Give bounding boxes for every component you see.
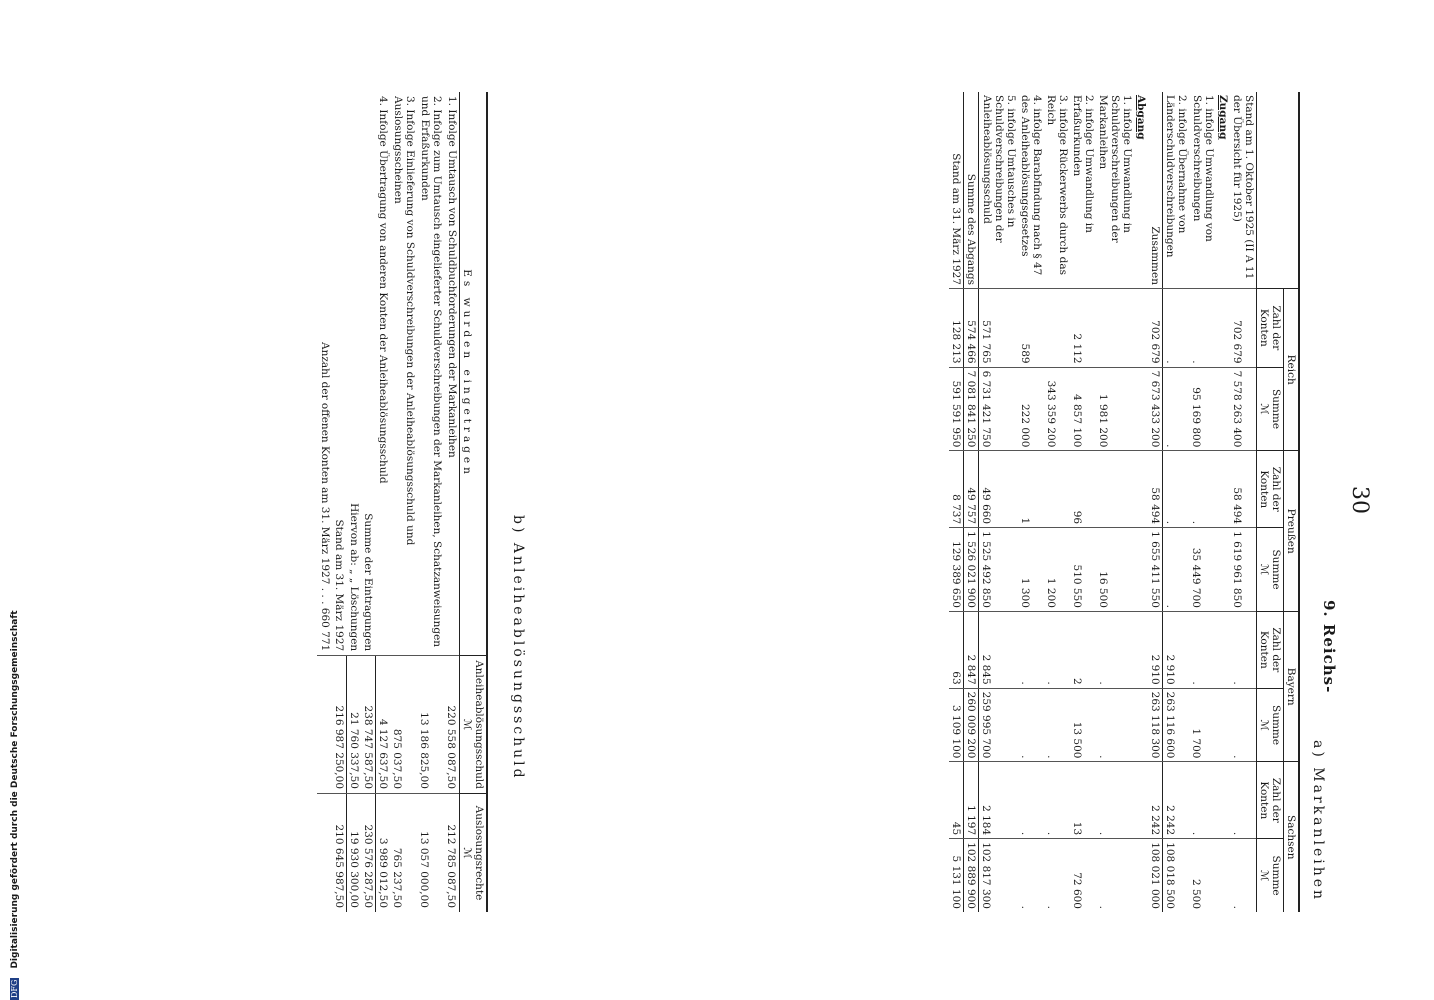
cell-value: 8 737 bbox=[949, 451, 964, 528]
row-label: Stand am 31. März 1927 bbox=[333, 519, 346, 652]
header-col-label: Auslosungsrechte bbox=[473, 805, 485, 901]
col-header-sum bbox=[1256, 688, 1283, 762]
cell-value bbox=[1216, 839, 1230, 912]
cell-value: 574 466 bbox=[964, 289, 979, 368]
section-title: 9. Reichs- bbox=[1320, 600, 1338, 694]
cell-value: 1 526 021 900 bbox=[964, 528, 979, 612]
cell-value: . bbox=[1190, 451, 1216, 528]
cell-value: 49 660 bbox=[979, 451, 1018, 528]
cell-value: . bbox=[1163, 367, 1190, 451]
cell-value: 7 673 433 200 bbox=[1148, 367, 1163, 451]
cell-value: 7 081 841 250 bbox=[964, 367, 979, 451]
row-label: Stand am 31. März 1927 bbox=[949, 92, 964, 289]
cell-value: 1 619 961 850 bbox=[1230, 528, 1257, 612]
header-blank bbox=[1256, 92, 1299, 289]
cell-value: . bbox=[1096, 688, 1134, 762]
header-col-label: Anleiheablösungsschuld bbox=[473, 660, 485, 789]
cell-value: 2 184 bbox=[979, 762, 1018, 839]
cell-value: 108 018 500 bbox=[1163, 839, 1190, 912]
cell-value bbox=[1134, 762, 1148, 839]
cell-value: . bbox=[1044, 611, 1070, 688]
cell-value bbox=[1216, 688, 1230, 762]
cell-value: . bbox=[1096, 839, 1134, 912]
unit-label: ℳ bbox=[461, 847, 473, 859]
cell-value bbox=[1216, 611, 1230, 688]
row-label: Abgang bbox=[1135, 95, 1148, 140]
cell-value: 263 116 600 bbox=[1163, 688, 1190, 762]
cell-value bbox=[1044, 451, 1070, 528]
cell-value bbox=[1216, 367, 1230, 451]
cell-value bbox=[317, 656, 332, 794]
cell-value: 1 300 bbox=[1018, 528, 1044, 612]
cell-value: 108 021 000 bbox=[1148, 839, 1163, 912]
cell-value: 2 242 bbox=[1163, 762, 1190, 839]
cell-value: 45 bbox=[949, 762, 964, 839]
row-label: Hiervon ab: „ „ Löschungen bbox=[347, 503, 360, 652]
unit-label: ℳ bbox=[1257, 563, 1270, 576]
cell-value: 2 847 bbox=[964, 611, 979, 688]
table-row bbox=[332, 92, 347, 912]
cell-value: 222 000 bbox=[1018, 367, 1044, 451]
col-header-sum bbox=[1256, 367, 1283, 451]
header-auslosungsrechte bbox=[460, 794, 488, 913]
cell-value: 1 981 200 bbox=[1096, 367, 1134, 451]
cell-value: 58 494 bbox=[1230, 451, 1257, 528]
group-header-sachsen: Sachsen bbox=[1283, 762, 1299, 912]
subtitle-markanleihen: a) Markanleihen bbox=[1310, 740, 1326, 903]
col-header-count: Zahl der Konten bbox=[1256, 611, 1283, 688]
cell-value: 96 bbox=[1070, 451, 1096, 528]
cell-value: 220 558 087,50 bbox=[444, 656, 459, 794]
table-row bbox=[417, 92, 444, 912]
table-row bbox=[375, 92, 390, 912]
cell-value: . bbox=[1230, 611, 1257, 688]
cell-value: . bbox=[1018, 611, 1044, 688]
cell-value: 510 550 bbox=[1070, 528, 1096, 612]
row-label: 2. infolge Umwandlung in Erfaßurkunden bbox=[1071, 95, 1096, 233]
cell-value bbox=[1134, 528, 1148, 612]
cell-value bbox=[1096, 451, 1134, 528]
table-row bbox=[346, 92, 361, 912]
table-row bbox=[1163, 92, 1190, 912]
cell-value: . bbox=[1230, 839, 1257, 912]
row-label: Zusammen bbox=[1148, 92, 1163, 289]
cell-value: 1 525 492 850 bbox=[979, 528, 1018, 612]
cell-value: 589 bbox=[1018, 289, 1044, 368]
col-sum-label: Summe bbox=[1269, 549, 1282, 590]
footer-text: Digitalisierung gefördert durch die Deutsche Forschungsgemeinschaft bbox=[10, 610, 20, 969]
row-label: 3. Infolge Einlieferung von Schuldverschreibungen der Anleiheablösungsschuld und Auslosungsscheinen bbox=[391, 96, 417, 546]
anleiheabloesungsschuld-table bbox=[317, 92, 488, 912]
row-label: Stand am 1. Oktober 1925 (II A 11 der Übersicht für 1925) bbox=[1230, 95, 1255, 280]
cell-value: 259 995 700 bbox=[979, 688, 1018, 762]
row-label: Summe der Eintragungen bbox=[362, 513, 375, 652]
cell-value: 13 bbox=[1070, 762, 1096, 839]
cell-value: 4 127 637,50 bbox=[375, 656, 390, 794]
cell-value: 765 237,50 bbox=[390, 794, 417, 913]
cell-value: . bbox=[1044, 688, 1070, 762]
cell-value: 2 500 bbox=[1190, 839, 1216, 912]
cell-value: . bbox=[1096, 611, 1134, 688]
cell-value: 2 910 bbox=[1148, 611, 1163, 688]
cell-value: 19 930 300,00 bbox=[346, 794, 361, 913]
table-row bbox=[949, 92, 964, 912]
cell-value: . bbox=[1018, 839, 1044, 912]
row-label: 2. infolge Übernahme von Länderschuldverschreibungen bbox=[1164, 95, 1189, 258]
cell-value: . bbox=[1044, 762, 1070, 839]
cell-value: . bbox=[1163, 528, 1190, 612]
cell-value: 13 057 000,00 bbox=[417, 794, 444, 913]
cell-value: 49 757 bbox=[964, 451, 979, 528]
cell-value bbox=[1096, 289, 1134, 368]
cell-value bbox=[1134, 611, 1148, 688]
cell-value: 2 910 bbox=[1163, 611, 1190, 688]
col-header-count: Zahl der Konten bbox=[1256, 289, 1283, 368]
cell-value: . bbox=[1018, 762, 1044, 839]
col-header-count: Zahl der Konten bbox=[1256, 451, 1283, 528]
cell-value: 343 359 200 bbox=[1044, 367, 1070, 451]
cell-value: 260 009 200 bbox=[964, 688, 979, 762]
cell-value bbox=[317, 794, 332, 913]
cell-value bbox=[1216, 762, 1230, 839]
table-row bbox=[444, 92, 459, 912]
cell-value bbox=[1134, 839, 1148, 912]
cell-value: 21 760 337,50 bbox=[346, 656, 361, 794]
cell-value bbox=[1216, 528, 1230, 612]
cell-value: . bbox=[1190, 611, 1216, 688]
table-row bbox=[979, 92, 1018, 912]
cell-value: 702 679 bbox=[1148, 289, 1163, 368]
row-label: 1. Infolge Umtausch von Schuldbuchforderungen der Markanleihen bbox=[446, 96, 458, 458]
cell-value: 571 765 bbox=[979, 289, 1018, 368]
cell-value: 2 845 bbox=[979, 611, 1018, 688]
cell-value: 263 118 300 bbox=[1148, 688, 1163, 762]
unit-label: ℳ bbox=[1257, 719, 1270, 731]
cell-value: 591 591 950 bbox=[949, 367, 964, 451]
cell-value: . bbox=[1163, 289, 1190, 368]
dfg-footer bbox=[2, 600, 20, 1000]
cell-value: 13 500 bbox=[1070, 688, 1096, 762]
cell-value: . bbox=[1190, 289, 1216, 368]
cell-value bbox=[1134, 367, 1148, 451]
cell-value: 2 bbox=[1070, 611, 1096, 688]
cell-value: . bbox=[1163, 451, 1190, 528]
cell-value: 58 494 bbox=[1148, 451, 1163, 528]
cell-value bbox=[1044, 289, 1070, 368]
table-row bbox=[1190, 92, 1216, 912]
row-label: 4. Infolge Übertragung von anderen Konten der Anleiheablösungsschuld bbox=[377, 96, 390, 484]
row-label: 3. infolge Rückerwerbs durch das Reich bbox=[1044, 95, 1069, 275]
unit-label: ℳ bbox=[1257, 869, 1270, 882]
cell-value: 16 500 bbox=[1096, 528, 1134, 612]
cell-value: 3 989 012,50 bbox=[375, 794, 390, 913]
table-row bbox=[317, 92, 332, 912]
cell-value: 102 817 300 bbox=[979, 839, 1018, 912]
cell-value: 1 200 bbox=[1044, 528, 1070, 612]
cell-value: 5 131 100 bbox=[949, 839, 964, 912]
cell-value: 13 186 825,00 bbox=[417, 656, 444, 794]
cell-value: 6 731 421 750 bbox=[979, 367, 1018, 451]
table-row bbox=[1044, 92, 1070, 912]
row-label: 5. infolge Umtausches in Schuldverschreibungen der Anleiheablösungsschuld bbox=[980, 95, 1017, 243]
table-row bbox=[1070, 92, 1096, 912]
group-header-reich: Reich bbox=[1283, 289, 1299, 451]
row-label: 1. infolge Umwandlung in Schuldverschreibungen der Markanleihen bbox=[1097, 95, 1134, 243]
unit-label: ℳ bbox=[461, 718, 473, 731]
page-number: 30 bbox=[1347, 486, 1372, 514]
row-label: Zugang bbox=[1216, 95, 1229, 140]
cell-value: 102 889 900 bbox=[964, 839, 979, 912]
cell-value: . bbox=[1096, 762, 1134, 839]
cell-value bbox=[1134, 289, 1148, 368]
cell-value: 1 655 411 550 bbox=[1148, 528, 1163, 612]
cell-value: 216 987 250,00 bbox=[332, 656, 347, 794]
cell-value: 72 600 bbox=[1070, 839, 1096, 912]
col-sum-label: Summe bbox=[1269, 705, 1282, 746]
cell-value: . bbox=[1230, 688, 1257, 762]
col-header-sum bbox=[1256, 839, 1283, 912]
table-row bbox=[361, 92, 376, 912]
cell-value: 95 169 800 bbox=[1190, 367, 1216, 451]
group-header-bayern: Bayern bbox=[1283, 611, 1299, 762]
row-label: 1. infolge Umwandlung von Schuldverschreibungen bbox=[1190, 95, 1215, 242]
table-row bbox=[390, 92, 417, 912]
col-sum-label: Summe bbox=[1269, 388, 1282, 430]
markanleihen-table bbox=[949, 92, 1300, 912]
cell-value: . bbox=[1230, 762, 1257, 839]
cell-value: 63 bbox=[949, 611, 964, 688]
cell-value: . bbox=[1190, 762, 1216, 839]
cell-value: . bbox=[1018, 688, 1044, 762]
subtitle-anleiheabloesungsschuld: b) Anleiheablösungsschuld bbox=[510, 515, 526, 781]
cell-value: 230 576 287,50 bbox=[361, 794, 376, 913]
cell-value: 128 213 bbox=[949, 289, 964, 368]
cell-value: 7 578 263 400 bbox=[1230, 367, 1257, 451]
cell-value: . bbox=[1044, 839, 1070, 912]
header-anleiheabloesungsschuld bbox=[460, 656, 488, 794]
col-header-sum bbox=[1256, 528, 1283, 612]
cell-value bbox=[1216, 289, 1230, 368]
col-sum-label: Summe bbox=[1269, 855, 1282, 896]
cell-value: 2 242 bbox=[1148, 762, 1163, 839]
header-eingetragen: Es wurden eingetragen bbox=[460, 92, 488, 656]
cell-value: 129 389 650 bbox=[949, 528, 964, 612]
cell-value: 3 109 100 bbox=[949, 688, 964, 762]
col-header-count: Zahl der Konten bbox=[1256, 762, 1283, 839]
cell-value: 4 857 100 bbox=[1070, 367, 1096, 451]
cell-value: 702 679 bbox=[1230, 289, 1257, 368]
dfg-logo-icon: DFG bbox=[10, 979, 19, 998]
table-row bbox=[1134, 92, 1148, 912]
cell-value: 210 645 987,50 bbox=[332, 794, 347, 913]
table-row bbox=[964, 92, 979, 912]
table-row bbox=[1216, 92, 1230, 912]
cell-value: 1 197 bbox=[964, 762, 979, 839]
row-label: Summe des Abgangs bbox=[964, 92, 979, 289]
row-label: Anzahl der offenen Konten am 31. März 1927 . . . 660 771 bbox=[318, 342, 331, 652]
table-row bbox=[1018, 92, 1044, 912]
cell-value: 875 037,50 bbox=[390, 656, 417, 794]
cell-value bbox=[1134, 451, 1148, 528]
unit-label: ℳ bbox=[1257, 403, 1270, 415]
cell-value bbox=[1134, 688, 1148, 762]
cell-value bbox=[1216, 451, 1230, 528]
cell-value: 2 112 bbox=[1070, 289, 1096, 368]
table-row bbox=[1148, 92, 1163, 912]
cell-value: 1 700 bbox=[1190, 688, 1216, 762]
group-header-preussen: Preußen bbox=[1283, 451, 1299, 612]
table-row bbox=[1096, 92, 1134, 912]
cell-value: 238 747 587,50 bbox=[361, 656, 376, 794]
row-label: 4. infolge Barabfindung nach § 47 des Anleiheablösungsgesetzes bbox=[1018, 95, 1043, 276]
row-label: 2. Infolge zum Umtausch eingelieferter Schuldverschreibungen der Markanleihen, Schatzanweisungen und Erfaßurkunden bbox=[418, 96, 444, 648]
cell-value: 212 785 087,50 bbox=[444, 794, 459, 913]
table-row bbox=[1230, 92, 1257, 912]
cell-value: 1 bbox=[1018, 451, 1044, 528]
cell-value: 35 449 700 bbox=[1190, 528, 1216, 612]
